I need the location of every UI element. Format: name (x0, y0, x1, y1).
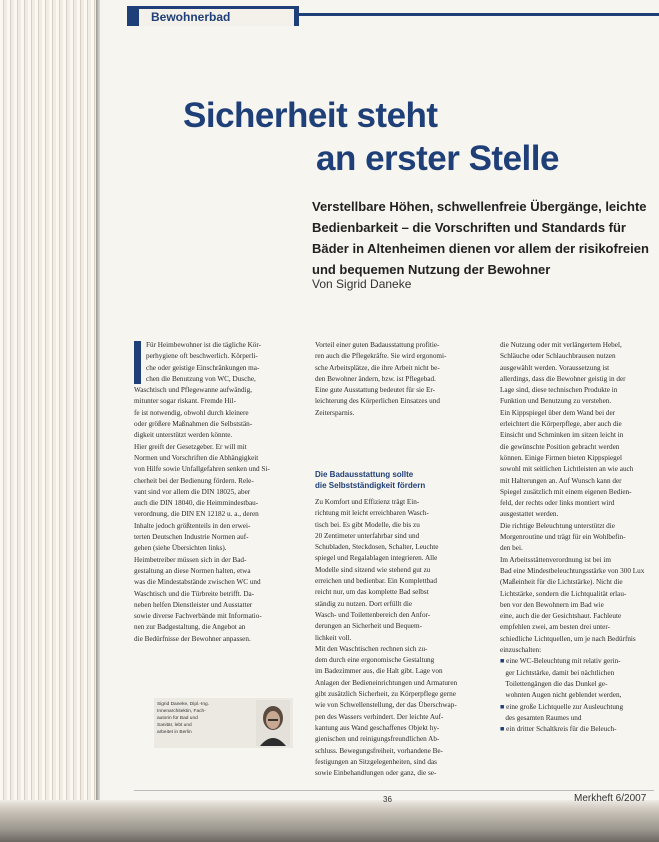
text-line: Waschtisch und die Türbreite betrifft. Da- (134, 589, 255, 598)
deck-line: und bequemen Nutzung der Bewohner (312, 262, 551, 277)
text-line: im Badezimmer aus, die Halt gibt. Lage von (315, 667, 443, 676)
magazine-issue: Merkheft 6/2007 (574, 793, 647, 804)
text-line: ständig zu nutzen. Dort erfüllt die (315, 599, 413, 608)
text-line: verordnung, die DIN EN 12182 u. a., deren (134, 510, 259, 519)
bullet-text: ein dritter Schaltkreis für die Beleuch- (506, 725, 617, 734)
text-line: Einsicht und Schminken im sitzen leicht in (500, 431, 624, 440)
text-line: erreichen und bedienbar. Ein Komplettbad (315, 577, 437, 586)
author-photo (256, 700, 290, 746)
text-line: Sigrid Daneke, Dipl.-Ing. (157, 702, 209, 707)
text-line: arbeitet in Berlin (157, 730, 192, 735)
text-line: Für Heimbewohner ist die tägliche Kör- (146, 341, 262, 349)
text-line: Heimbetreiber müssen sich in der Bad- (134, 555, 247, 564)
text-line: schiedliche Lichtquellen, um je nach Bedürfnis (500, 634, 636, 643)
body-column-2-top (315, 340, 468, 419)
bullet-line (500, 656, 650, 667)
text-line: festigungen an Sitzgelegenheiten, sind das (315, 757, 437, 766)
text-line: Funktion und Benutzung zu verstehen. (500, 397, 612, 406)
text-line: lichkeit voll. (315, 633, 352, 642)
body-column-3 (500, 340, 650, 735)
text-line: fe ist notwendig, obwohl durch kleinere (134, 408, 249, 417)
deck-line: Bäder in Altenheimen dienen vor allem der risikofreien (312, 241, 649, 256)
section-label: Bewohnerbad (139, 9, 294, 26)
text-line: die Bedürfnisse der Bewohner anpassen. (134, 634, 251, 643)
text-line: schluss. Bewegungsfreiheit, vorhandene Be- (315, 746, 443, 755)
bullet-text: wohnten Augen nicht geblendet werden, (505, 691, 622, 700)
text-line: (Maßeinheit für die Lichtstärke). Nicht die (500, 578, 623, 587)
bullet-line (500, 690, 650, 701)
text-line: sowie Einbehandlungen oder ganz, die se- (315, 769, 437, 778)
text-line: neben helfen Dienstleister und Ausstatter (134, 600, 253, 609)
text-line: sowohl mit seitlichen Lichtleisten an wie auch (500, 465, 634, 474)
text-line: Morgenroutine und trägt für ein Wohlbefin- (500, 533, 626, 542)
text-line: den Bewohner ändern, bzw. ist Pflegebad. (315, 374, 436, 383)
bullet-text: eine große Lichtquelle zur Ausleuchtung (506, 702, 624, 711)
text-line: gehen (siehe Übersichten links). (134, 544, 227, 553)
bullet-icon: ■ (500, 702, 507, 711)
bullet-line (500, 668, 650, 679)
section-header-rule (299, 13, 659, 16)
bullet-line (500, 679, 650, 690)
text-line: Sanitär, lebt und (157, 723, 192, 728)
deck-line: Bedienbarkeit – die Vorschriften und Standards für (312, 220, 626, 235)
text-line: sowie diverse Fachverbände mit Informatio- (134, 612, 262, 621)
text-line: che oder geistige Einschränkungen ma- (146, 363, 260, 372)
text-line: ausgestattet werden. (500, 510, 559, 519)
text-line: chen die Benutzung von WC, Dusche, (146, 374, 256, 383)
body-column-2-bottom (315, 497, 468, 779)
text-line: den bei. (500, 544, 523, 553)
text-line: allerdings, dass die Bewohner geistig in der (500, 374, 626, 383)
body-column-1 (134, 340, 286, 645)
bullet-text: des gesamten Raumes und (505, 713, 582, 722)
subhead-line: Die Badausstattung sollte (315, 470, 414, 479)
text-line: mit Halterungen an. Auf Wunsch kann der (500, 476, 622, 485)
text-line: dem durch eine ergonomische Gestaltung (315, 656, 435, 665)
text-line: Ein Kippspiegel über dem Wand bei der (500, 408, 616, 417)
text-line: Spiegel zusätzlich mit einem eigenen Bedien- (500, 487, 632, 496)
text-line: spiegel und Regalablagen integrieren. Alle (315, 554, 438, 563)
text-line: Inhalte jedoch größtenteils in den erwei- (134, 521, 251, 530)
text-line: feld, der rechts oder links montiert wird (500, 499, 615, 508)
text-line: mitunter sogar riskant. Fremde Hil- (134, 397, 237, 406)
text-line: Mit den Waschtischen rechnen sich zu- (315, 644, 428, 653)
deck-line: Verstellbare Höhen, schwellenfreie Übergänge, leichte (312, 199, 647, 214)
text-line: Anlagen der Bedieneinrichtungen und Armaturen (315, 678, 458, 687)
bullet-line (500, 724, 650, 735)
bullet-icon: ■ (500, 725, 507, 734)
text-line: Lage sind, diese technischen Produkte in (500, 386, 618, 395)
text-line: nen zur Badgestaltung, die Angebot an (134, 623, 246, 632)
text-line: die Nutzung oder mit verlängertem Hebel, (500, 341, 622, 349)
text-line: Die richtige Beleuchtung unterstützt die (500, 521, 615, 530)
text-line: können. Einige Firmen bieten Kippspiegel (500, 453, 622, 462)
text-line: oder größere Maßnahmen die Selbststän- (134, 420, 253, 429)
footer-rule (134, 790, 654, 791)
text-line: auch die DIN 18040, die Heimmindestbau- (134, 499, 259, 508)
text-line: Wasch- und Toilettenbereich den Anfor- (315, 610, 431, 619)
bullet-text: Toilettengängen die das Dunkel ge- (505, 679, 608, 688)
text-line: Normen und Vorschriften die Abhängigkeit (134, 453, 259, 462)
text-line: was die Mindestabstände zwischen WC und (134, 578, 261, 587)
page-bottom-edge (0, 800, 659, 842)
text-line: einzuschalten: (500, 646, 542, 655)
author-bio-text (157, 701, 252, 736)
text-line: richtung mit leicht erreichbaren Wasch- (315, 509, 429, 518)
bullet-text: eine WC-Beleuchtung mit relativ gerin- (506, 657, 621, 666)
text-line: Waschtisch und Pflegewanne aufwändig, (134, 386, 252, 395)
text-line: Im Arbeitsstättenverordnung ist bei im (500, 555, 611, 564)
text-line: erleichtert die Körperpflege, aber auch die (500, 420, 622, 429)
text-line: vant sind vor allem die DIN 18025, aber (134, 487, 251, 496)
text-line: ausgewählt werden. Voraussetzung ist (500, 363, 610, 372)
author-byline: Von Sigrid Daneke (312, 277, 412, 291)
subhead (315, 469, 465, 491)
deck-paragraph (312, 196, 650, 280)
page-number: 36 (383, 795, 392, 804)
text-line: kantung aus Wand geschaffenes Objekt hy- (315, 723, 440, 732)
bullet-text: ger Lichtstärke, damit bei nächtlichen (505, 668, 615, 677)
text-line: eine, auch die der Gesichtshaut. Fachleute (500, 612, 622, 621)
text-line: 20 Zentimeter unterfahrbar sind und (315, 531, 420, 540)
text-line: digkeit unterstützt werden könnte. (134, 431, 233, 440)
text-line: Eine gute Ausstattung bedeutet für sie Er- (315, 386, 436, 395)
text-line: ben vor den Bewohnern im Bad wie (500, 600, 604, 609)
text-line: Schläuche oder Schlauchbrausen nutzen (500, 352, 616, 361)
bullet-icon: ■ (500, 657, 507, 666)
text-line: derungen an Sicherheit und Bequem- (315, 622, 422, 631)
text-line: gibt zusätzlich Sicherheit, zu Körperpflege gerne (315, 690, 456, 699)
text-line: gienischen und reinigungsfreundlichen Ab- (315, 735, 440, 744)
text-line: Zu Komfort und Effizienz trägt Ein- (315, 498, 420, 506)
text-line: Vorteil einer guten Badausstattung profitie- (315, 341, 440, 349)
headline-line-2: an erster Stelle (316, 139, 559, 178)
text-line: terten Deutschen Industrie Normen auf- (134, 533, 249, 542)
text-line: gestaltung an diese Normen halten, etwa (134, 566, 251, 575)
text-line: reicht nur, um das komplette Bad selbst (315, 588, 429, 597)
text-line: pen des Wassers verhindert. Der leichte Auf- (315, 712, 444, 721)
text-line: perhygiene oft beschwerlich. Körperli- (146, 352, 258, 361)
text-line: sche Arbeitsplätze, die ihre Arbeit nicht be- (315, 363, 440, 372)
headline-line-1: Sicherheit steht (183, 96, 438, 135)
text-line: ren auch die Pflegekräfte. Sie wird ergonomi- (315, 352, 447, 361)
text-line: Bad eine Mindestbeleuchtungsstärke von 300 Lux (500, 566, 645, 575)
text-line: wie von Schwellenstellung, der das Überschwap- (315, 701, 457, 710)
text-line: Innenarchitektin, Fach- (157, 709, 206, 714)
text-line: Hier greift der Gesetzgeber. Er will mit (134, 442, 247, 451)
text-line: Zeitersparnis. (315, 408, 355, 417)
text-line: Modelle sind sitzend wie stehend gut zu (315, 565, 431, 574)
text-line: leichterung des Körperlichen Einsatzes und (315, 397, 440, 406)
text-line: cherheit bei der Bedienung fördern. Rele- (134, 476, 254, 485)
text-line: tisch bei. Es gibt Modelle, die bis zu (315, 520, 420, 529)
book-page-stack (0, 0, 100, 820)
text-line: die gewünschte Position gebracht werden (500, 442, 620, 451)
text-line: Schubladen, Steckdosen, Schalter, Leuchte (315, 543, 439, 552)
subhead-line: die Selbstständigkeit fördern (315, 481, 426, 490)
text-line: Lichtstärke, sondern die Lichtqualität erlau- (500, 589, 627, 598)
text-line: autorin für Bad und (157, 716, 198, 721)
bullet-line (500, 713, 650, 724)
bullet-line (500, 702, 650, 713)
text-line: von Hilfe sowie Unfallgefahren senken und Si- (134, 465, 270, 474)
text-line: empfehlen zwei, am besten drei unter- (500, 623, 611, 632)
